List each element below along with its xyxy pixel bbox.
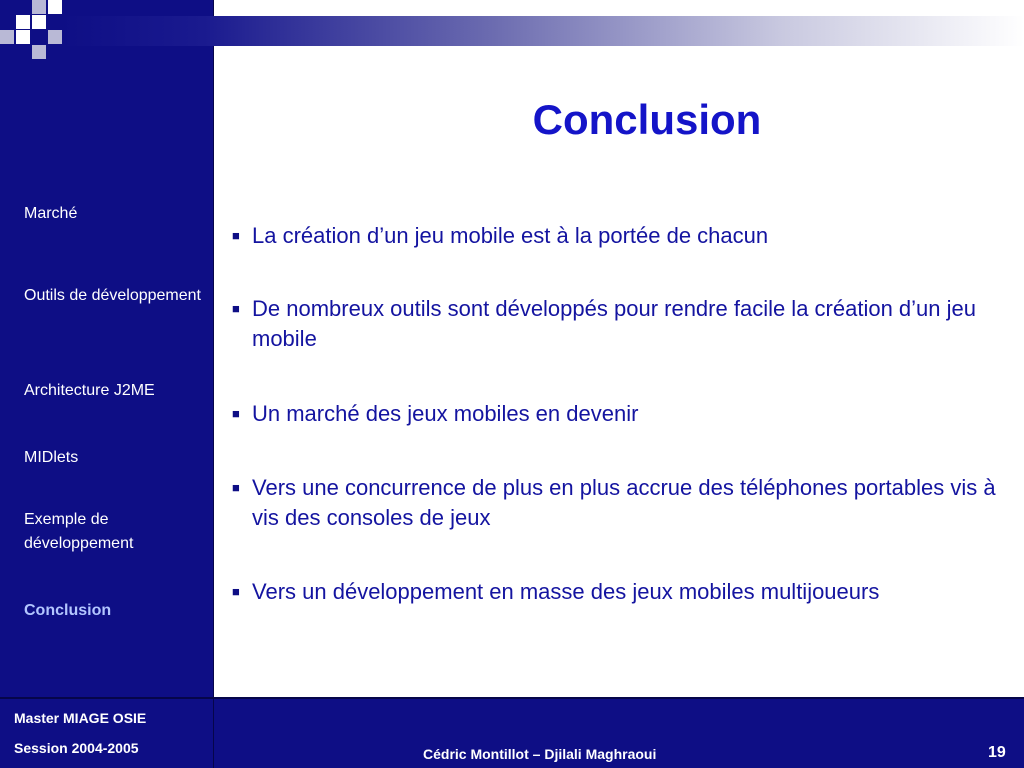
slide-title: Conclusion [532,96,762,143]
sidebar [0,0,214,697]
sidebar-item-outils[interactable]: Outils de développement [24,287,201,304]
bullet-text: Vers un développement en masse des jeux mobiles multijoueurs [252,579,880,604]
decor-square-8 [32,45,46,59]
square-bullet-icon: ■ [232,584,240,599]
footer-divider [213,699,214,768]
sidebar-item-architecture[interactable]: Architecture J2ME [24,382,155,399]
header-gradient-bar [60,16,1024,46]
sidebar-item-midlets[interactable]: MIDlets [24,449,79,466]
bullet-item [232,294,1012,354]
bullet-item [232,221,1012,251]
page-number: 19 [988,744,1006,761]
decor-square-2 [32,0,46,14]
sidebar-item-conclusion[interactable]: Conclusion [24,602,112,619]
bullet-text: Un marché des jeux mobiles en devenir [252,401,639,426]
square-bullet-icon: ■ [232,406,240,421]
bullet-item [232,473,1012,533]
slide-footer [0,697,1024,768]
footer-session: Session 2004-2005 [14,740,139,756]
footer-program: Master MIAGE OSIE [14,710,147,726]
square-bullet-icon: ■ [232,480,240,495]
bullet-item [232,577,1012,607]
decor-square-4 [0,30,14,44]
decor-square-5 [32,15,46,29]
bullet-text: Vers une concurrence de plus en plus accrue des téléphones portables vis à vis des consoles de jeux [252,475,996,530]
square-bullet-icon: ■ [232,228,240,243]
decor-square-6 [48,30,62,44]
footer-authors: Cédric Montillot – Djilali Maghraoui [423,746,657,762]
decor-square-3 [48,0,62,14]
square-bullet-icon: ■ [232,301,240,316]
decor-square-7 [16,30,30,44]
bullet-text: De nombreux outils sont développés pour rendre facile la création d’un jeu mobile [252,296,976,351]
decor-square-1 [16,15,30,29]
sidebar-item-marche[interactable]: Marché [24,205,78,222]
bullet-item [232,399,1012,429]
sidebar-item-exemple[interactable]: Exemple de développement [24,511,134,552]
bullet-text: La création d’un jeu mobile est à la portée de chacun [252,223,769,248]
